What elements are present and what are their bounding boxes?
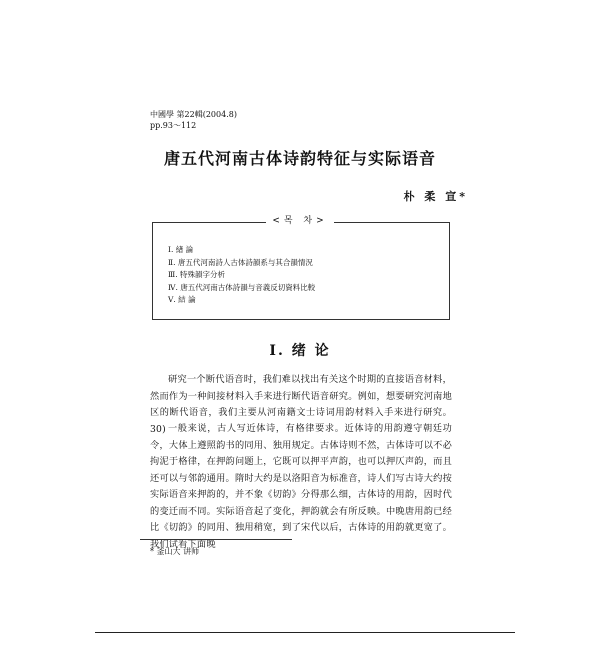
journal-header xyxy=(150,109,237,131)
footnote-divider xyxy=(140,539,292,540)
toc-item: Ⅰ. 緖 論 xyxy=(168,245,194,254)
toc-item: Ⅱ. 唐五代河南詩人古体詩韻系与其合韻情況 xyxy=(168,257,313,267)
page-range: pp.93～112 xyxy=(150,121,197,130)
author-name: 朴 柔 宣* xyxy=(403,190,468,203)
paper-title: 唐五代河南古体诗韵特征与实际语音 xyxy=(163,149,436,168)
scan-edge-line xyxy=(95,632,515,645)
toc-item: Ⅳ. 唐五代河南古体詩韻与音義反切資料比較 xyxy=(168,282,316,292)
footnote: * 釜山大 讲师 xyxy=(150,547,200,556)
body-paragraph: 研究一个断代语音时，我们难以找出有关这个时期的直接语音材料，然而作为一种间接材料入手来进行断代语音研究。例如，想要研究河南地区的断代语音，我们主要从河南籍文士诗词用韵材料入手来进行研究。30) xyxy=(150,374,452,435)
toc-item: Ⅴ. 結 論 xyxy=(168,295,196,304)
toc-heading xyxy=(0,213,600,226)
body-paragraph: 一般来说，古人写近体诗，有格律要求。近体诗的用韵遵守朝廷功令，大体上遵照韵书的同用、独用规定。古体诗则不然，古体诗可以不必拘泥于格律，在押韵问题上，它既可以押平声韵，也可以押仄声韵，而且还可以与邻韵通用。隋时大约是以洛阳音为标准音，诗人们写古诗大约按实际语音来押韵的，并不象《切韵》分得那么细，古体诗的用韵，因时代的变迁而不同。实际语音起了变化，押韵就会有所反映。中晚唐用韵已经比《切韵》的同用、独用稍宽，到了宋代以后，古体诗的用韵就更宽了。我们试看下面晚 xyxy=(150,423,452,550)
toc-list xyxy=(168,244,315,307)
journal-issue: 中國學 第22輯(2004.8) xyxy=(150,110,237,119)
section-heading: Ⅰ. 绪 论 xyxy=(269,343,331,359)
toc-item: Ⅲ. 特殊韻字分析 xyxy=(168,270,226,279)
toc-heading-text: <목 차> xyxy=(266,216,333,226)
